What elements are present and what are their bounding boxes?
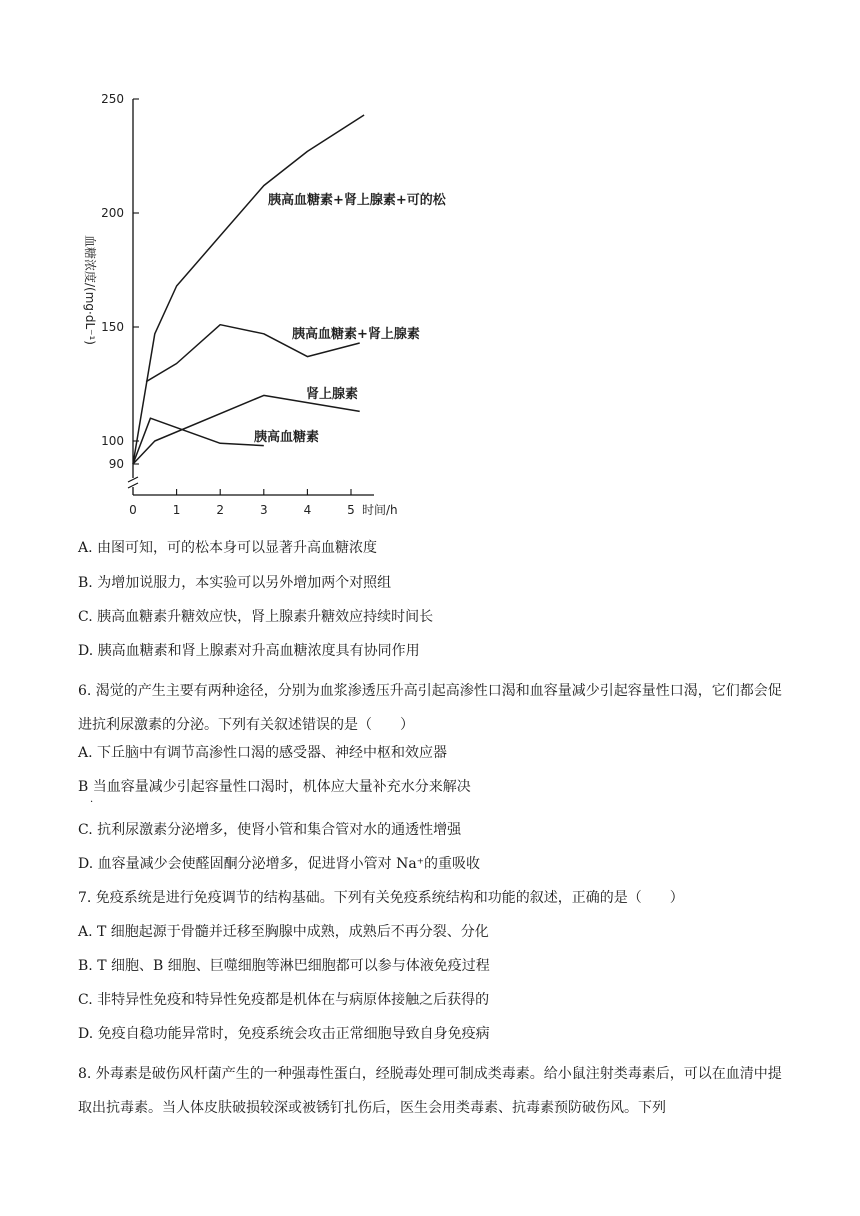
- q7-option-d: D. 免疫自稳功能异常时，免疫系统会攻击正常细胞导致自身免疫病: [78, 1026, 490, 1042]
- x-tick-label: 0: [129, 503, 137, 517]
- q5-option-b: B. 为增加说服力，本实验可以另外增加两个对照组: [78, 575, 392, 591]
- q7-option-c: C. 非特异性免疫和特异性免疫都是机体在与病原体接触之后获得的: [78, 992, 490, 1008]
- series-label: 胰高血糖素+肾上腺素: [292, 327, 420, 342]
- chart-axes: [128, 99, 374, 495]
- y-axis-label: 血糖浓度/(mg·dL⁻¹): [83, 235, 97, 345]
- x-tick-label: 3: [259, 503, 268, 517]
- chart-ticks: [101, 92, 355, 517]
- y-tick-label: 250: [101, 92, 124, 106]
- series-label: 胰高血糖素: [254, 430, 320, 445]
- emphasis-dot: ·: [90, 797, 94, 808]
- blood-glucose-chart: [0, 0, 860, 525]
- q5-option-a: A. 由图可知，可的松本身可以显著升高血糖浓度: [78, 540, 378, 556]
- series-line: [133, 115, 364, 464]
- x-tick-label: 2: [216, 503, 225, 517]
- series-line: [133, 395, 360, 464]
- q6-option-b: B 当血容量减少引起容量性口渴时，机体应大量补充水分来解决: [78, 779, 471, 795]
- x-tick-label: 4: [303, 503, 312, 517]
- y-tick-label: 150: [101, 320, 124, 334]
- x-axis-label: 时间/h: [362, 503, 398, 517]
- y-tick-label: 100: [101, 434, 124, 448]
- q5-option-c: C. 胰高血糖素升糖效应快，肾上腺素升糖效应持续时间长: [78, 609, 434, 625]
- series-label: 胰高血糖素+肾上腺素+可的松: [268, 193, 446, 208]
- q7-option-a: A. T 细胞起源于骨髓并迁移至胸腺中成熟，成熟后不再分裂、分化: [78, 924, 489, 940]
- series-label: 肾上腺素: [306, 387, 359, 402]
- q6-option-d: D. 血容量减少会使醛固酮分泌增多，促进肾小管对 Na⁺的重吸收: [78, 856, 481, 872]
- q6-stem: 6. 渴觉的产生主要有两种途径，分别为血浆渗透压升高引起高渗性口渴和血容量减少引起容量性口渴，它们都会促进抗利尿激素的分泌。下列有关叙述错误的是（ ）: [78, 683, 782, 733]
- chart-series: [133, 115, 447, 464]
- q6-option-c: C. 抗利尿激素分泌增多，使肾小管和集合管对水的通透性增强: [78, 822, 462, 838]
- q6-option-a: A. 下丘脑中有调节高渗性口渴的感受器、神经中枢和效应器: [78, 745, 448, 761]
- q7-option-b: B. T 细胞、B 细胞、巨噬细胞等淋巴细胞都可以参与体液免疫过程: [78, 958, 490, 974]
- y-tick-label: 200: [101, 206, 124, 220]
- x-tick-label: 5: [347, 503, 355, 517]
- x-tick-label: 1: [172, 503, 181, 517]
- q8-stem: 8. 外毒素是破伤风杆菌产生的一种强毒性蛋白，经脱毒处理可制成类毒素。给小鼠注射类毒素后，可以在血清中提取出抗毒素。当人体皮肤破损较深或被锈钉扎伤后，医生会用类毒素、抗毒素预防破伤风。下列: [78, 1066, 782, 1116]
- series-line: [133, 418, 264, 464]
- q5-option-d: D. 胰高血糖素和肾上腺素对升高血糖浓度具有协同作用: [78, 643, 420, 659]
- q7-stem: 7. 免疫系统是进行免疫调节的结构基础。下列有关免疫系统结构和功能的叙述，正确的是（ ）: [78, 890, 684, 906]
- y-tick-label: 90: [108, 457, 124, 471]
